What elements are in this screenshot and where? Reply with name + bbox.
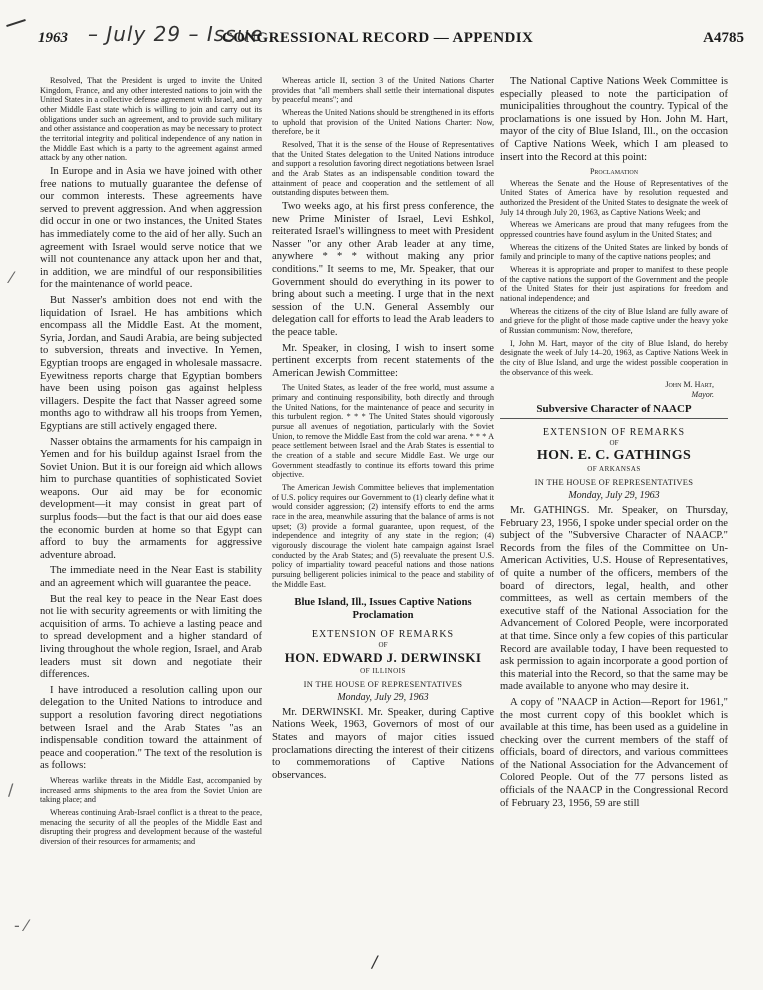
of-label: OF	[378, 640, 388, 649]
house-label-2: IN THE HOUSE OF REPRESENTATIVES	[534, 477, 694, 487]
paragraph: Two weeks ago, at his first press conference, the new Prime Minister of Israel, Levi Eshkol, reiterated Israel's willingness to meet with President Nasser "or any other Arab leader at any time, anywhere * * * without making any prior conditions." It seems to me, Mr. Speaker, that our Government should do everything in its power to bring about such a meeting. I urge that in the next session of the U.N. General Assembly our delegation call for efforts to lead the Arab leaders to the peace table.	[272, 201, 494, 338]
column-3	[500, 76, 728, 940]
extension-of-remarks: EXTENSION OF REMARKS	[311, 628, 455, 640]
proclamation-paragraph: Whereas the Senate and the House of Representatives of the United States of America have by resolution requested and authorized the President of the United States to designate the week of July 14 through July 20, 1963, as Captive Nations Week; and	[500, 178, 728, 217]
proclamation-paragraph: Whereas the citizens of the city of Blue Island are fully aware of and grieve for the plight of those made captive under the heavy yoke of Russian communism: Now, therefore,	[500, 306, 728, 335]
member-name: HON. EDWARD J. DERWINSKI	[284, 649, 482, 665]
paragraph: The American Jewish Committee believes that implementation of U.S. policy requires our Government to (1) clearly define what it would consider aggression; (2) intensify efforts to end the arms race in the area, meanwhile assuring that the balance of arms is not upset; (3) provide a formal guarantee, upon request, of the independence and integrity of any state in the region; (4) vigorously discourage the violent hate campaign against Israel conducted by the Arab States; and (5) reevaluate the present U.S. policy of impartiality toward peaceful nations and those nations pursuing belligerent policies inimical to the peace and stability of the Middle East.	[272, 483, 494, 589]
signature-name: John M. Hart,	[665, 380, 714, 390]
proclamation-paragraph: Whereas the citizens of the United States are linked by bonds of family and principle to many of the captive nations peoples; and	[500, 242, 728, 262]
paragraph: Whereas warlike threats in the Middle East, accompanied by increased arms shipments to the area from the Soviet Union are taking place; and	[40, 775, 262, 805]
column-2	[272, 76, 494, 940]
paragraph: Whereas the United Nations should be strengthened in its efforts to uphold that provision of the United Nations Charter: Now, therefore, be it	[272, 108, 494, 137]
extension-of-remarks-2: EXTENSION OF REMARKS	[542, 427, 686, 438]
page-header	[38, 22, 744, 52]
paragraph: The immediate need in the Near East is stability and an agreement which will guarantee the peace.	[40, 565, 262, 590]
paragraph: Mr. Speaker, in closing, I wish to insert some pertinent excerpts from recent statements of the American Jewish Committee:	[272, 342, 494, 379]
paragraph: The National Captive Nations Week Committee is especially pleased to note the participation of municipalities throughout the country. Typical of the proclamations is one issued by Hon. John M. Hart, mayor of the city of Blue Island, Ill., on the occasion of Captive Nations Week, which I am pleased to insert into the Record at this point:	[500, 76, 728, 163]
paragraph: Resolved, That the President is urged to invite the United Kingdom, France, and any other interested nations to join with the United States in a collective defense agreement with Israel, and any other Middle East state which is willing to join and carry out its obligations under such an agreement, and to provide such military and other assistance and cooperation as may be necessary to protect the territorial integrity and political independence of any nation in the Middle East which is a party to the agreement against armed attack by any other nation.	[40, 76, 262, 163]
column-1	[40, 76, 262, 940]
proclamation-paragraph: I, John M. Hart, mayor of the city of Blue Island, do hereby designate the week of July 14–20, 1963, as Captive Nations Week in the city of Blue Island, and urge the widest possible cooperation in the observance of this week.	[500, 338, 728, 377]
signature-title: Mayor.	[691, 389, 714, 399]
section-title-captive-nations: Blue Island, Ill., Issues Captive Nations Proclamation	[294, 597, 472, 622]
proclamation-label: Proclamation	[589, 167, 639, 177]
of-label-2: OF	[609, 439, 619, 447]
header-title: CONGRESSIONAL RECORD — APPENDIX	[222, 30, 534, 46]
house-label: IN THE HOUSE OF REPRESENTATIVES	[303, 678, 463, 689]
bottom-pen-mark: /	[372, 952, 378, 971]
handwritten-date: – July 29 – Issue	[88, 22, 264, 46]
paragraph: Resolved, That it is the sense of the House of Representatives that the United States delegation to the United Nations introduce and support a resolution favoring direct negotiations between Israel and the Arab States as an indispensable condition toward the attainment of peace and cooperation and the settlement of all outstanding disputes between them.	[272, 140, 494, 198]
header-year: 1963	[38, 30, 68, 46]
proclamation-paragraph: Whereas it is appropriate and proper to manifest to these people of the captive nations the support of the Government and the people of the United States for their just aspirations for freedom and national independence; and	[500, 264, 728, 303]
member-state-2: OF ARKANSAS	[587, 465, 641, 473]
paragraph: In Europe and in Asia we have joined with other free nations to mutually guarantee the defense of our common interests. These agreements have served to prevent aggression. And when aggression did occur in one or two instances, the United States has immediately come to the aid of her ally. Such an agreement with Israel would serve notice that we will not countenance any attack upon her and that, in addition, we are mindful of our responsibilities for the maintenance of world peace.	[40, 166, 262, 291]
header-page-number: A4785	[703, 30, 744, 46]
section-title-naacp: Subversive Character of NAACP	[500, 403, 728, 419]
member-state: OF ILLINOIS	[360, 666, 406, 675]
paragraph: The United States, as leader of the free world, must assume a primary and continuing responsibility, both directly and through the United Nations, for the maintenance of peace and security in this turbulent region. * * * The United States should vigorously pursue all avenues of negotiation, particularly with the Soviet Union, to remove the Middle East from the cold war arena. * * * A peace settlement between Israel and the Arab States is essential to the creation of a stable and secure Middle East. We urge our Government steadfastly to continue its efforts toward this prime objective.	[272, 383, 494, 480]
margin-tick-3: - ⁄	[14, 916, 28, 935]
member-name-2: HON. E. C. GATHINGS	[536, 448, 692, 463]
session-date-2: Monday, July 29, 1963	[568, 490, 660, 501]
paragraph: But the real key to peace in the Near East does not lie with security agreements or with limiting the acquisition of arms. To achieve a lasting peace and to spread development and a higher standard of living throughout the whole region, Israel, and Arab leaders must sit down and negotiate their differences.	[40, 593, 262, 681]
paragraph: Whereas continuing Arab-Israel conflict is a threat to the peace, menacing the security of all the peoples of the Middle East and disrupting their progress and development because of the wasteful diversion of their resources for armaments; and	[40, 807, 262, 846]
margin-stroke	[6, 19, 26, 27]
margin-tick-1: ⁄	[10, 268, 13, 287]
session-date: Monday, July 29, 1963	[337, 691, 429, 703]
paragraph: I have introduced a resolution calling upon our delegation to the United Nations to introduce and support a resolution favoring direct negotiations between Israel and the Arab States "as an indispensable condition toward the attainment of peace and cooperation." The text of the resolution is as follows:	[40, 684, 262, 772]
paragraph: Nasser obtains the armaments for his campaign in Yemen and for his buildup against Israel from the Soviet Union. But it is our foreign aid which allows him to purchase quantities of sophisticated Soviet weapons. Our aid may be for economic development—it may consist in great part of surplus foods—but the fact is that our aid does ease the economic burden at home so that Egypt can afford to buy the armaments for aggressive adventure abroad.	[40, 436, 262, 561]
margin-tick-2: /	[8, 780, 14, 799]
proclamation-paragraph: Whereas we Americans are proud that many refugees from the oppressed countries have found asylum in the United States; and	[500, 220, 728, 239]
section-body: Mr. DERWINSKI. Mr. Speaker, during Captive Nations Week, 1963, Governors of most of our States and mayors of major cities issued proclamations directing the interest of their citizens to commemorations of Captive Nations observances.	[272, 706, 494, 781]
paragraph: But Nasser's ambition does not end with the liquidation of Israel. He has ambitions which encompass all the Middle East. At the moment, Syria, Jordan, and Saudi Arabia, are being subjected to subversion, threats and invective. In Yemen, Egyptian troops are engaged in wholesale massacre. Eyewitness reports charge that Egyptian bombers have been using poison gas against helpless villagers. Despite the fact that Nasser agreed some months ago to withdraw all his troops from Yemen, Egyptians are still actively engaged there.	[40, 294, 262, 432]
paragraph: Whereas article II, section 3 of the United Nations Charter provides that "all members shall settle their international disputes by peaceful means"; and	[272, 76, 494, 105]
paragraph: A copy of "NAACP in Action—Report for 1961," the most current copy of this booklet which is available at this time, has been used as a guideline in checking over the current members of the staff of officials, board of directors, and various committees of the National Association for the Advancement of Colored People. Out of the 77 persons listed as officials of the NAACP in the Congressional Record of February 23, 1956, 59 are still	[500, 696, 728, 809]
paragraph: Mr. GATHINGS. Mr. Speaker, on Thursday, February 23, 1956, I spoke under special order on the subject of the "Subversive Character of NAACP." Records from the files of the Committee on Un-American Activities, U.S. House of Representatives, of quite a number of the officers, members of the board of directors, legal, health, and other committees, as well as certain members of the executive staff of the National Association for the Advancement of Colored People, were incorporated at that time. Since only a few copies of this particular Record are available today, I have been requested to ask permission to again incorporate a good portion of this material into the Record, so that the same may be made available to anyone who may desire it.	[500, 505, 728, 693]
